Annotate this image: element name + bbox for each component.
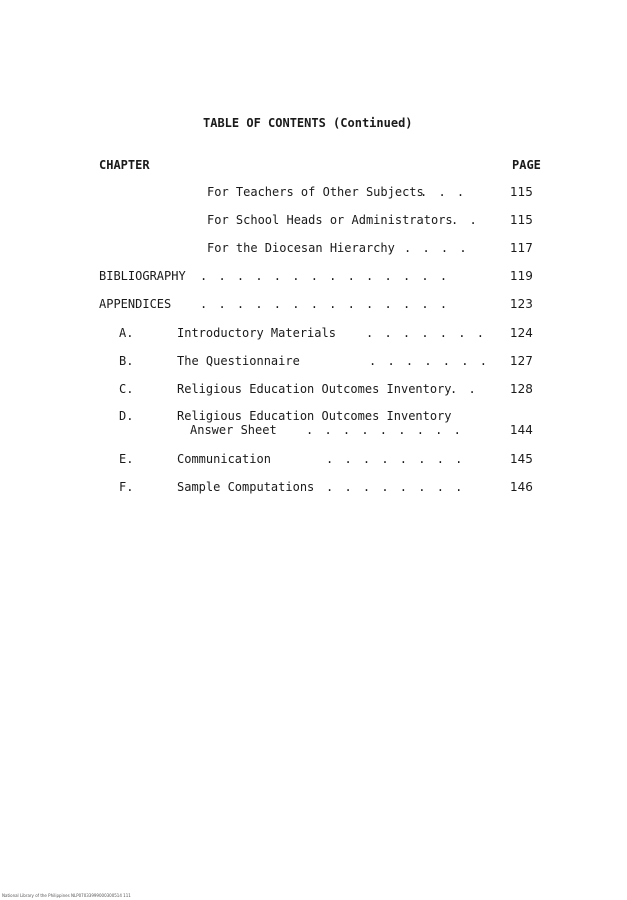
toc-entry-letter: D. [119, 409, 134, 423]
toc-entry-label-continued: Answer Sheet [190, 423, 277, 437]
toc-entry-dots: . . . . . . . . . . . . . . [200, 269, 450, 283]
toc-entry [0, 480, 627, 500]
chapter-column-header: CHAPTER [99, 158, 150, 172]
toc-entry [0, 326, 627, 346]
toc-entry [0, 354, 627, 374]
toc-entry-label: Introductory Materials [177, 326, 336, 340]
toc-entry-dots: . . . . . . . . [326, 452, 465, 466]
toc-entry [0, 297, 627, 317]
toc-entry-label: APPENDICES [99, 297, 172, 311]
toc-entry-label: The Questionnaire [177, 354, 300, 368]
toc-entry [0, 269, 627, 289]
library-footer: National Library of the Philippines NLP07033999000300514 111 [2, 893, 131, 898]
toc-entry-dots: . . . . [404, 241, 469, 255]
toc-entry-label: Communication [177, 452, 271, 466]
toc-entry-page: 119 [510, 269, 533, 283]
toc-entry-page: 124 [510, 326, 533, 340]
toc-entry-dots: . . . . . . . [369, 354, 489, 368]
toc-entry-label: For School Heads or Administrators [207, 213, 453, 227]
toc-entry [0, 213, 627, 233]
toc-entry-letter: C. [119, 382, 134, 396]
toc-entry-label: Religious Education Outcomes Inventory [177, 409, 452, 423]
toc-entry-letter: E. [119, 452, 134, 466]
toc-entry-page: 127 [510, 354, 533, 368]
toc-entry-dots: . . . . . . . . . [306, 423, 463, 437]
toc-entry-page: 115 [510, 213, 533, 227]
page-column-header: PAGE [512, 158, 541, 172]
toc-entry [0, 185, 627, 205]
toc-entry-dots: . . [451, 213, 479, 227]
page-title: TABLE OF CONTENTS (Continued) [203, 116, 413, 130]
toc-entry-page: 144 [510, 423, 533, 437]
toc-entry-label: For Teachers of Other Subjects [207, 185, 424, 199]
toc-entry-page: 115 [510, 185, 533, 199]
toc-entry-letter: A. [119, 326, 134, 340]
toc-entry [0, 452, 627, 472]
toc-entry-page: 128 [510, 382, 533, 396]
toc-entry-page: 117 [510, 241, 533, 255]
toc-entry-dots: . . [450, 382, 478, 396]
toc-entry-dots: . . . . . . . . . . . . . . [200, 297, 450, 311]
toc-entry-dots: . . . . . . . [366, 326, 486, 340]
toc-entry-page: 123 [510, 297, 533, 311]
toc-entry [0, 382, 627, 402]
toc-entry-page: 145 [510, 452, 533, 466]
toc-entry-continuation [0, 423, 627, 443]
toc-entry-dots: . . . [420, 185, 467, 199]
toc-entry-page: 146 [510, 480, 533, 494]
toc-entry-label: For the Diocesan Hierarchy [207, 241, 395, 255]
toc-entry-letter: F. [119, 480, 134, 494]
toc-entry [0, 241, 627, 261]
toc-entry-letter: B. [119, 354, 134, 368]
toc-entry-label: BIBLIOGRAPHY [99, 269, 186, 283]
toc-entry-label: Sample Computations [177, 480, 315, 494]
toc-entry-dots: . . . . . . . . [326, 480, 465, 494]
toc-entry-label: Religious Education Outcomes Inventory [177, 382, 452, 396]
